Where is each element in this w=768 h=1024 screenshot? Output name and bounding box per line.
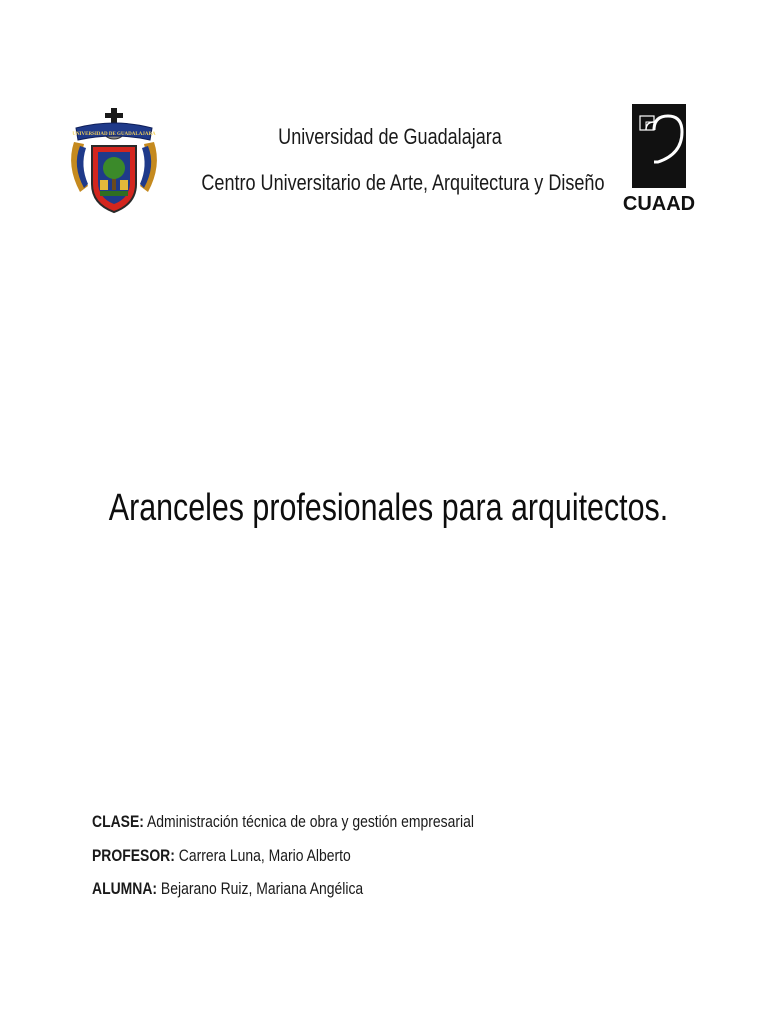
clase-label: CLASE: — [92, 812, 144, 831]
profesor-row — [92, 846, 351, 866]
udg-coat-of-arms-icon — [66, 96, 162, 230]
profesor-label: PROFESOR: — [92, 846, 175, 865]
document-title: Aranceles profesionales para arquitectos. — [108, 487, 669, 529]
cuaad-logo-text: CUAAD — [622, 193, 696, 215]
profesor-value: Carrera Luna, Mario Alberto — [178, 846, 351, 865]
university-name: Universidad de Guadalajara — [278, 124, 502, 149]
alumna-value: Bejarano Ruiz, Mariana Angélica — [160, 879, 364, 898]
clase-value: Administración técnica de obra y gestión empresarial — [147, 812, 474, 831]
cuaad-logo-icon — [622, 102, 696, 216]
center-name: Centro Universitario de Arte, Arquitectura y Diseño — [201, 170, 605, 195]
alumna-row — [92, 879, 363, 899]
alumna-label: ALUMNA: — [92, 879, 158, 898]
clase-row — [92, 812, 474, 832]
udg-banner-text: UNIVERSIDAD DE GUADALAJARA — [72, 132, 156, 137]
